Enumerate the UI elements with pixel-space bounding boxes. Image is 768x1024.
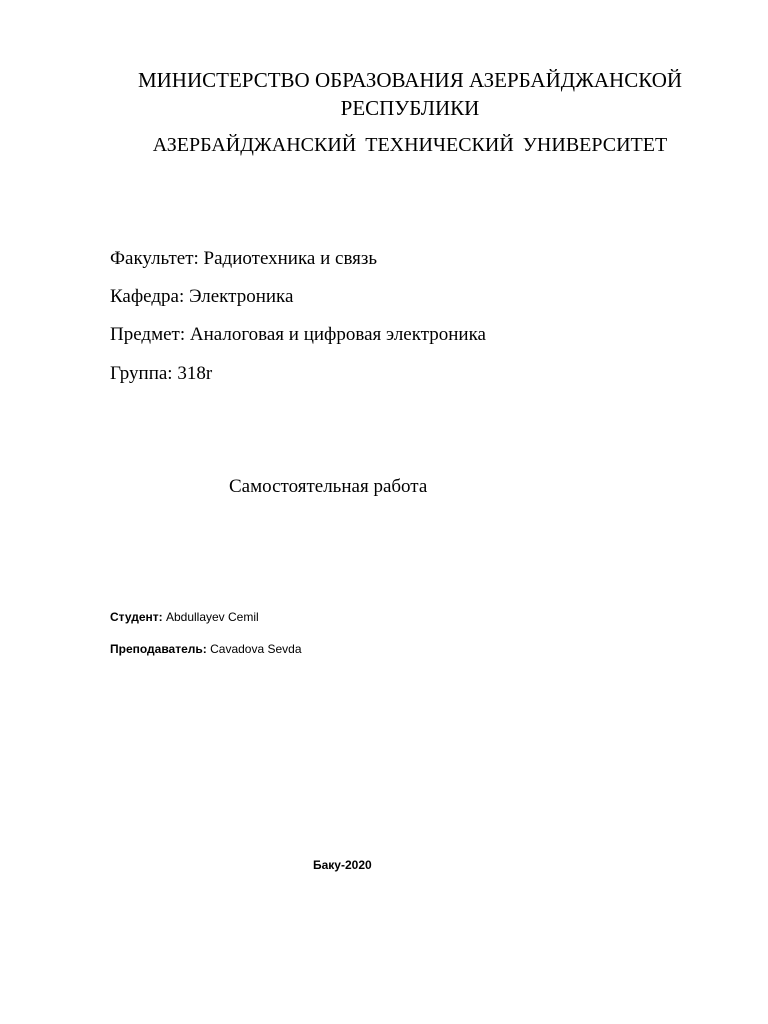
teacher-line (110, 641, 302, 657)
work-title: Самостоятельная работа (229, 476, 428, 497)
city-year: Баку-2020 (313, 858, 372, 872)
student-line (110, 609, 259, 625)
teacher-name: Cavadova Sevda (206, 642, 302, 656)
teacher-label: Преподаватель: (110, 642, 207, 656)
student-name: Abdullayev Cemil (162, 610, 259, 624)
subject-line: Предмет: Аналоговая и цифровая электроника (110, 324, 486, 345)
department-line: Кафедра: Электроника (110, 286, 294, 307)
faculty-line: Факультет: Радиотехника и связь (110, 248, 378, 269)
student-label: Студент: (110, 610, 163, 624)
ministry-heading: МИНИСТЕРСТВО ОБРАЗОВАНИЯ АЗЕРБАЙДЖАНСКОЙ РЕСПУБЛИКИ (137, 68, 683, 120)
university-heading: АЗЕРБАЙДЖАНСКИЙ ТЕХНИЧЕСКИЙ УНИВЕРСИТЕТ (152, 134, 668, 156)
group-line: Группа: 318r (110, 363, 213, 384)
